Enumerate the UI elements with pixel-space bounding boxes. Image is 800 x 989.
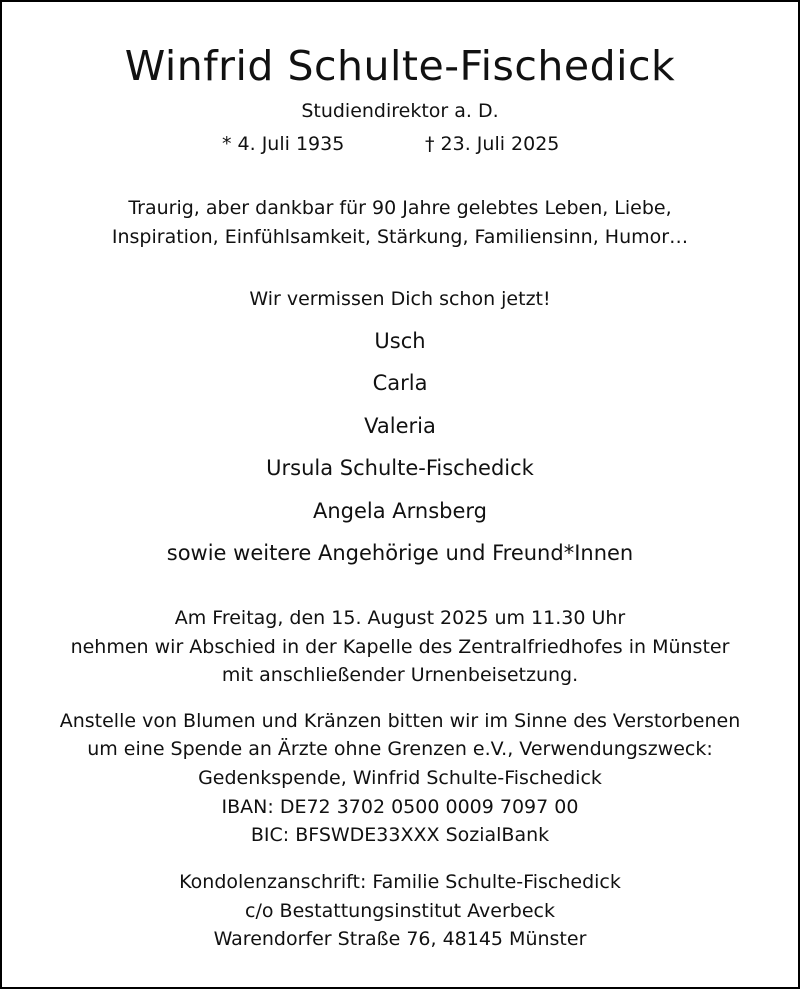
donation-line: Gedenkspende, Winfrid Schulte-Fischedick [198,767,602,789]
donation-bic: BIC: BFSWDE33XXX SozialBank [250,824,550,846]
mourner-name: Angela Arnsberg [312,499,488,523]
tribute-line: Inspiration, Einfühlsamkeit, Stärkung, Familiensinn, Humor… [111,226,689,248]
death-date: † 23. Juli 2025 [425,133,560,155]
deceased-title: Studiendirektor a. D. [301,100,499,122]
tribute-line: Traurig, aber dankbar für 90 Jahre gelebtes Leben, Liebe, [128,197,672,219]
ceremony-line: mit anschließender Urnenbeisetzung. [221,664,579,686]
condolence-line: Warendorfer Straße 76, 48145 Münster [213,928,587,950]
donation-iban: IBAN: DE72 3702 0500 0009 7097 00 [221,796,579,818]
mourner-name: sowie weitere Angehörige und Freund*Innen [166,541,634,565]
mourner-name: Valeria [364,414,436,438]
donation-line: um eine Spende an Ärzte ohne Grenzen e.V., Verwendungszweck: [87,738,713,760]
mourners-intro: Wir vermissen Dich schon jetzt! [249,288,551,310]
mourner-name: Carla [372,371,428,395]
mourner-name: Ursula Schulte-Fischedick [266,456,534,480]
ceremony-line: Am Freitag, den 15. August 2025 um 11.30 Uhr [174,607,626,629]
ceremony-line: nehmen wir Abschied in der Kapelle des Zentralfriedhofes in Münster [70,636,730,658]
condolence-line: c/o Bestattungsinstitut Averbeck [245,900,555,922]
mourner-name: Usch [374,329,426,353]
donation-line: Anstelle von Blumen und Kränzen bitten wir im Sinne des Verstorbenen [59,710,741,732]
birth-date: * 4. Juli 1935 [222,133,345,155]
deceased-name: Winfrid Schulte-Fischedick [124,42,676,90]
condolence-line: Kondolenzanschrift: Familie Schulte-Fischedick [179,871,621,893]
